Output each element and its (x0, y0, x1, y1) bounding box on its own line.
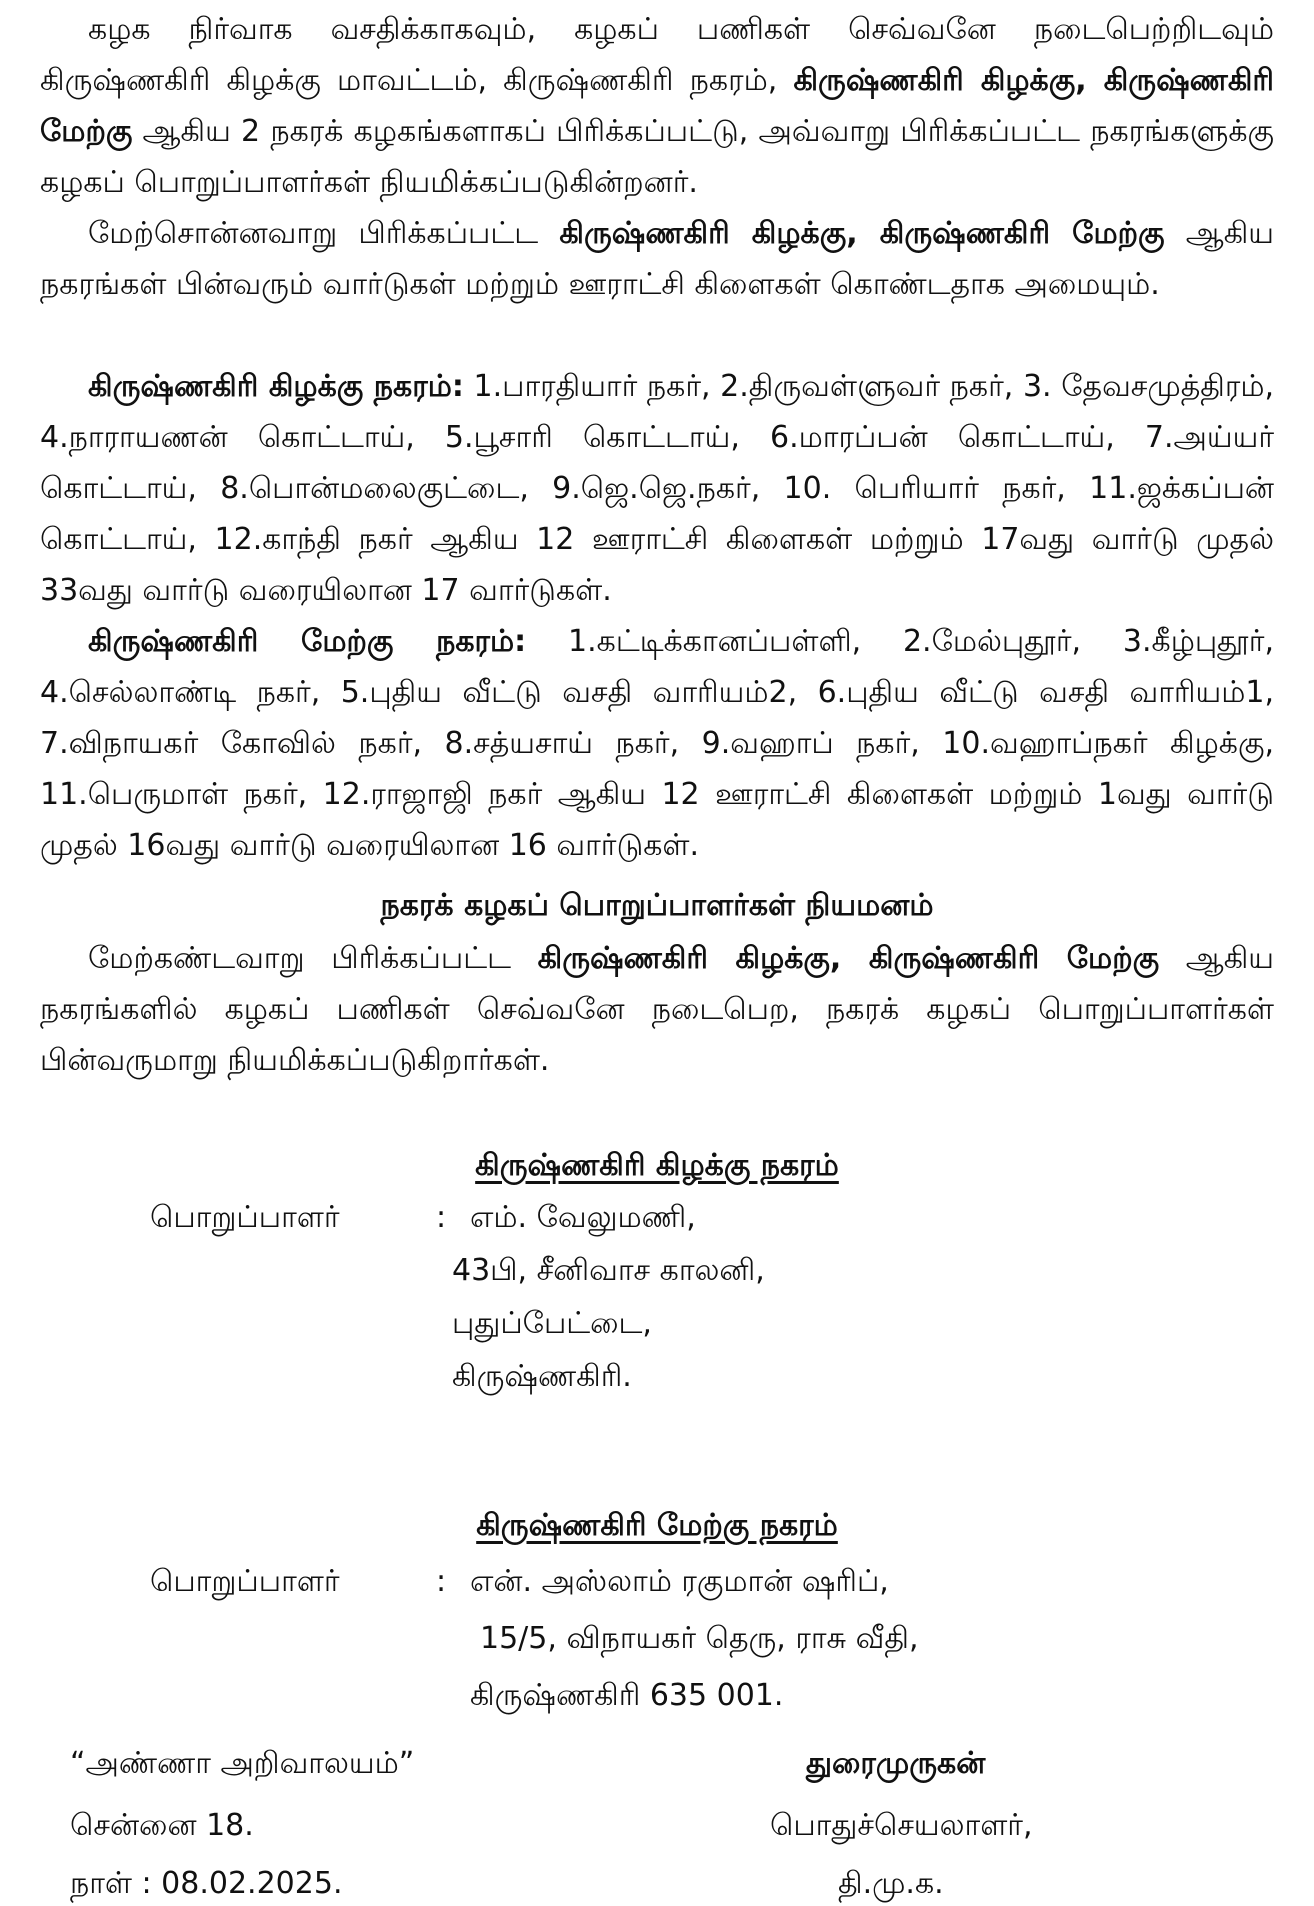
west-address-line: 15/5, விநாயகர் தெரு, ராசு வீதி, (480, 1621, 919, 1656)
west-role-label: பொறுப்பாளர் (150, 1564, 340, 1599)
paragraph-division (40, 208, 1274, 310)
paragraph-intro (40, 4, 1274, 208)
paragraph-appointment (40, 933, 1274, 1086)
east-address-line: கிருஷ்ணகிரி. (452, 1359, 632, 1394)
para-text: 1.கட்டிக்கானப்பள்ளி, 2.மேல்புதூர், 3.கீழ்புதூர், 4.செல்லாண்டி நகர், 5.புதிய வீட்டு வசதி வாரியம்2, 6.புதிய வீட்டு வசதி வாரியம்1, 7.விநாயகர் கோவில் நகர், 8.சத்யசாய் நகர், 9.வஹாப் நகர், 10.வஹாப்நகர் கிழக்கு, 11.பெருமாள் நகர், 12.ராஜாஜி நகர் ஆகிய 12 ஊராட்சி கிளைகள் மற்றும் 1வது வார்டு முதல் 16வது வார்டு வரையிலான 16 வார்டுகள். (40, 624, 1274, 863)
east-address-line: எம். வேலுமணி, (470, 1200, 696, 1235)
east-address-line: 43பி, சீனிவாச காலனி, (452, 1253, 765, 1288)
para-bold-text: கிருஷ்ணகிரி மேற்கு நகரம்: (88, 624, 527, 659)
para-text: மேற்சொன்னவாறு பிரிக்கப்பட்ட (88, 216, 560, 251)
para-text: மேற்கண்டவாறு பிரிக்கப்பட்ட (88, 941, 538, 976)
appointment-heading: நகரக் கழகப் பொறுப்பாளர்கள் நியமனம் (380, 888, 934, 923)
footer-date: நாள் : 08.02.2025. (70, 1866, 343, 1901)
east-role-label: பொறுப்பாளர் (150, 1200, 340, 1235)
para-text: 1.பாரதியார் நகர், 2.திருவள்ளுவர் நகர், 3. தேவசமுத்திரம், 4.நாராயணன் கொட்டாய், 5.பூசாரி கொட்டாய், 6.மாரப்பன் கொட்டாய், 7.அய்யர் கொட்டாய், 8.பொன்மலைகுட்டை, 9.ஜெ.ஜெ.நகர், 10. பெரியார் நகர், 11.ஜக்கப்பன் கொட்டாய், 12.காந்தி நகர் ஆகிய 12 ஊராட்சி கிளைகள் மற்றும் 17வது வார்டு முதல் 33வது வார்டு வரையிலான 17 வார்டுகள். (40, 369, 1274, 608)
west-address-line: என். அஸ்லாம் ரகுமான் ஷரிப், (470, 1564, 889, 1599)
para-text: கழக நிர்வாக வசதிக்காகவும், கழகப் பணிகள் செவ்வனே நடைபெற்றிடவும் கிருஷ்ணகிரி கிழக்கு மாவட்டம், கிருஷ்ணகிரி நகரம், (40, 12, 1274, 98)
para-text: ஆகிய நகரங்கள் பின்வரும் வார்டுகள் மற்றும் ஊராட்சி கிளைகள் கொண்டதாக அமையும். (40, 216, 1275, 302)
paragraph-west-town (40, 616, 1274, 871)
west-address-line: கிருஷ்ணகிரி 635 001. (470, 1678, 784, 1713)
para-bold-text: கிருஷ்ணகிரி கிழக்கு, கிருஷ்ணகிரி மேற்கு (537, 941, 1160, 976)
signatory-title: பொதுச்செயலாளர், (770, 1808, 1033, 1843)
west-section-title: கிருஷ்ணகிரி மேற்கு நகரம் (476, 1508, 838, 1543)
para-bold-text: கிருஷ்ணகிரி கிழக்கு, கிருஷ்ணகிரி மேற்கு (40, 63, 1274, 149)
east-section-title: கிருஷ்ணகிரி கிழக்கு நகரம் (475, 1148, 839, 1183)
east-address-line: புதுப்பேட்டை, (452, 1306, 652, 1341)
west-colon: : (436, 1564, 447, 1599)
para-bold-text: கிருஷ்ணகிரி கிழக்கு, கிருஷ்ணகிரி மேற்கு (559, 216, 1165, 251)
footer-place: “அண்ணா அறிவாலயம்” (70, 1746, 415, 1781)
para-bold-text: கிருஷ்ணகிரி கிழக்கு நகரம்: (88, 369, 464, 404)
para-text: ஆகிய 2 நகரக் கழகங்களாகப் பிரிக்கப்பட்டு, அவ்வாறு பிரிக்கப்பட்ட நகரங்களுக்கு கழகப் பொறுப்பாளர்கள் நியமிக்கப்படுகின்றனர். (40, 114, 1274, 200)
footer-city: சென்னை 18. (70, 1808, 254, 1843)
signatory-name: துரைமுருகன் (806, 1746, 986, 1781)
signatory-org: தி.மு.க. (838, 1866, 944, 1901)
paragraph-east-town (40, 361, 1274, 616)
east-colon: : (436, 1200, 447, 1235)
para-text: ஆகிய நகரங்களில் கழகப் பணிகள் செவ்வனே நடைபெற, நகரக் கழகப் பொறுப்பாளர்கள் பின்வருமாறு நியமிக்கப்படுகிறார்கள். (40, 941, 1275, 1078)
